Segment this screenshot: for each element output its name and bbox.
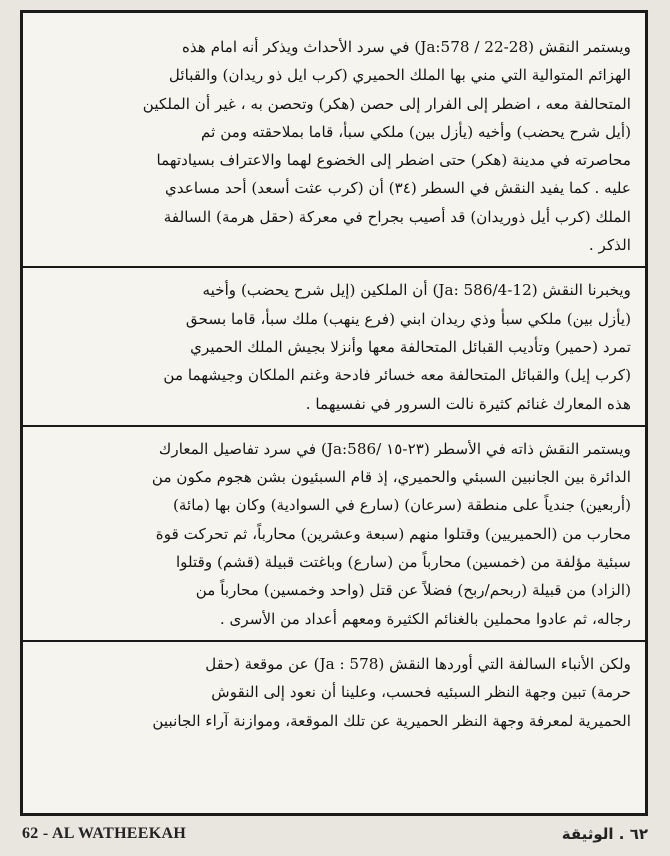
text-line: (الزاد) من قبيلة (ربحم/ربح) فضلاً عن قتل (واحد وخمسين) محارباً من — [195, 581, 631, 600]
text-line: سبئية مؤلفة من (خمسين) محارباً من (سارع) وباغتت قبيلة (قشم) وقتلوا — [175, 553, 631, 572]
text-line: الحميرية لمعرفة وجهة النظر الحميرية عن تلك الموقعة، وموازنة آراء الجانبين — [152, 711, 631, 730]
footer-page-number-latin: 62 - AL WATHEEKAH — [22, 825, 187, 842]
text-line: محارب من (الحميريين) وقتلوا منهم (سبعة وعشرين) محارباً، ثم تحركت قوة — [155, 524, 631, 543]
text-line: ويستمر النقش (Ja:578 / 22-28) في سرد الأحداث ويذكر أنه امام هذه — [181, 38, 631, 56]
text-line: رجاله، ثم عادوا محملين بالغنائم الكثيرة ومعهم أعداد من الأسرى . — [219, 609, 631, 628]
text-line: ويخبرنا النقش (Ja: 586/4-12) أن الملكين (إيل شرح يحضب) وأخيه — [202, 281, 631, 300]
text-line: (أربعين) جندياً على منطقة (سرعان) (سارع في السوادية) وكان بها (مائة) — [172, 496, 631, 515]
paragraph-4 — [37, 642, 631, 742]
paragraph-1 — [37, 13, 631, 266]
text-line: (كرب إيل) والقبائل المتحالفة معه خسائر فادحة وغنم الملكان وجيشهما من — [163, 366, 631, 385]
text-line: المتحالفة معه ، اضطر إلى الفرار إلى حصن (هكر) وتحصن به ، غير أن الملكين — [142, 94, 631, 113]
paragraph-2 — [37, 268, 631, 424]
text-line: (يأزل بين) ملكي سبأ وذي ريدان ابني (فرع ينهب) ملك سبأ، قاما بسحق — [185, 309, 631, 328]
text-line: حرمة) تبين وجهة النظر السبئيه فحسب، وعلينا أن نعود إلى النقوش — [211, 683, 631, 702]
text-line: تمرد (حمير) وتأديب القبائل المتحالفة معها وأنزلا بجيش الملك الحميري — [190, 337, 631, 356]
text-line: الملك (كرب أيل ذوريدان) قد أصيب بجراح في معركة (حقل هرمة) السالفة — [163, 207, 631, 226]
text-line: ويستمر النقش ذاته في الأسطر (٢٣-١٥ /Ja:586) في سرد تفاصيل المعارك — [158, 439, 631, 458]
text-line: محاصرته في مدينة (هكر) حتى اضطر إلى الخضوع لهما والاعتراف بسيادتهما — [156, 151, 631, 170]
footer-page-number-arabic: ٦٢ . الوثيقة — [561, 825, 648, 843]
paragraph-3 — [37, 427, 631, 640]
text-line: عليه . كما يفيد النقش في السطر (٣٤) أن (كرب عثت أسعد) أحد مساعدي — [164, 179, 631, 198]
text-line: هذه المعارك غنائم كثيرة نالت السرور في نفسيهما . — [305, 394, 631, 413]
text-line: ولكن الأنباء السالفة التي أوردها النقش (Ja : 578) عن موقعة (حقل — [205, 654, 631, 673]
text-line: الذكر . — [588, 236, 631, 255]
page-frame — [20, 10, 648, 816]
text-line: الدائرة بين الجانبين السبئي والحميري، إذ قام السبئيون بشن هجوم مكون من — [151, 468, 631, 487]
page-footer — [22, 823, 648, 845]
text-line: (أيل شرح يحضب) وأخيه (يأزل بين) ملكي سبأ، قاما بملاحقته ومن ثم — [201, 122, 631, 141]
text-line: الهزائم المتوالية التي مني بها الملك الحميري (كرب ايل ذو ريدان) والقبائل — [168, 66, 631, 85]
